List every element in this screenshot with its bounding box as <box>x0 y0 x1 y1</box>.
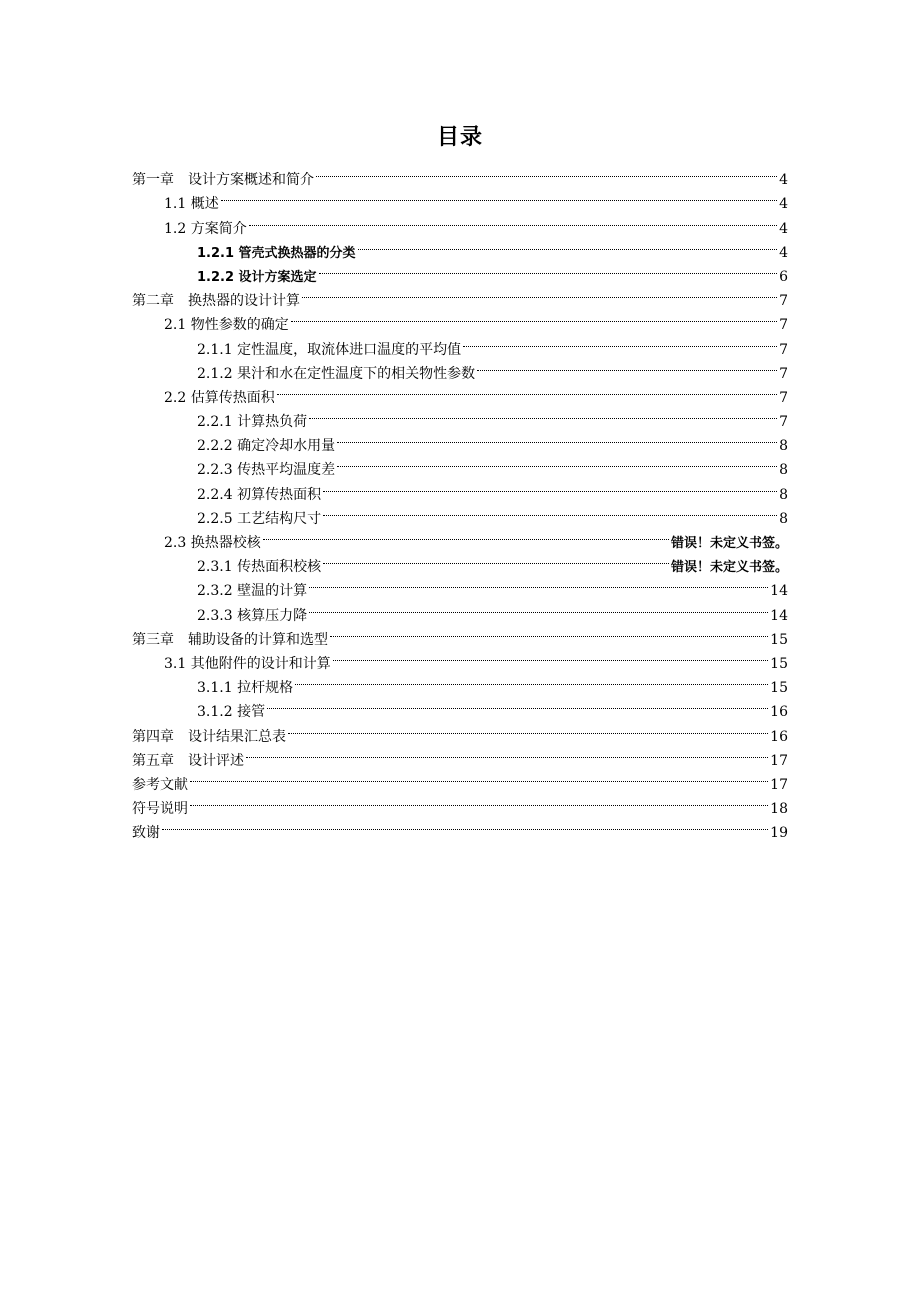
toc-entry-label: 2.2 估算传热面积 <box>164 389 275 406</box>
dot-leader <box>277 378 777 402</box>
toc-entry-label: 1.2.1 管壳式换热器的分类 <box>197 245 356 261</box>
toc-entry-page-number: 7 <box>779 317 788 334</box>
dot-leader <box>316 160 777 184</box>
toc-entry-page-number: 17 <box>770 752 788 769</box>
dot-leader <box>267 692 768 716</box>
table-of-contents <box>132 160 788 842</box>
toc-entry-label: 3.1.2 接管 <box>197 704 266 721</box>
toc-entry-label: 2.2.2 确定冷却水用量 <box>197 438 336 455</box>
toc-entry-page-number: 8 <box>779 462 788 479</box>
toc-entry-label: 3.1.1 拉杆规格 <box>197 680 294 697</box>
toc-entry-page-number: 16 <box>770 704 788 721</box>
dot-leader <box>249 208 777 232</box>
toc-entry-page-number: 4 <box>779 220 788 237</box>
dot-leader <box>337 426 777 450</box>
toc-entry-label: 2.2.1 计算热负荷 <box>197 414 308 431</box>
toc-entry[interactable] <box>132 813 788 842</box>
dot-leader <box>323 499 777 523</box>
toc-entry-page-number: 8 <box>779 486 788 503</box>
toc-entry-label: 第五章 设计评述 <box>132 752 244 769</box>
toc-entry[interactable] <box>132 160 788 189</box>
toc-entry-page-number: 4 <box>779 244 788 261</box>
toc-entry-page-number: 7 <box>779 365 788 382</box>
dot-leader <box>221 184 777 208</box>
dot-leader <box>330 620 768 644</box>
toc-entry-page-number: 7 <box>779 389 788 406</box>
toc-entry-label: 第二章 换热器的设计计算 <box>132 293 300 310</box>
dot-leader <box>309 595 768 619</box>
toc-entry-label: 2.2.3 传热平均温度差 <box>197 462 336 479</box>
toc-entry-label: 1.2.2 设计方案选定 <box>197 269 317 285</box>
toc-entry-page-number: 7 <box>779 341 788 358</box>
toc-entry-page-number: 错误！未定义书签。 <box>670 536 788 551</box>
dot-leader <box>319 257 778 281</box>
toc-entry-page-number: 14 <box>770 607 788 624</box>
toc-entry-label: 参考文献 <box>132 776 188 793</box>
toc-entry-page-number: 17 <box>770 776 788 793</box>
toc-entry[interactable] <box>132 789 788 818</box>
toc-entry-page-number: 15 <box>770 655 788 672</box>
toc-entry-page-number: 6 <box>779 268 788 285</box>
toc-entry-page-number: 8 <box>779 510 788 527</box>
toc-entry-label: 2.3.3 核算压力降 <box>197 607 308 624</box>
dot-leader <box>302 281 777 305</box>
toc-entry-label: 2.1 物性参数的确定 <box>164 317 289 334</box>
dot-leader <box>323 474 777 498</box>
dot-leader <box>337 450 777 474</box>
toc-entry[interactable] <box>132 765 788 793</box>
dot-leader <box>295 668 768 692</box>
toc-entry-label: 第一章 设计方案概述和简介 <box>132 172 314 189</box>
toc-entry-page-number: 4 <box>779 172 788 189</box>
toc-entry-label: 2.3.1 传热面积校核 <box>197 559 322 576</box>
page-title: 目录 <box>436 125 483 150</box>
toc-entry-label: 1.1 概述 <box>164 196 219 213</box>
dot-leader <box>263 523 669 547</box>
toc-entry-label: 2.1.2 果汁和水在定性温度下的相关物性参数 <box>197 365 476 382</box>
toc-entry-page-number: 7 <box>779 293 788 310</box>
dot-leader <box>309 402 777 426</box>
dot-leader <box>333 644 768 668</box>
toc-entry-page-number: 错误！未定义书签。 <box>670 560 788 576</box>
toc-entry-label: 2.1.1 定性温度，取流体进口温度的平均值 <box>197 341 462 358</box>
toc-entry[interactable] <box>132 208 788 237</box>
toc-entry-page-number: 4 <box>779 196 788 213</box>
toc-entry-page-number: 16 <box>770 728 788 745</box>
toc-entry-label: 2.3.2 壁温的计算 <box>197 583 308 600</box>
toc-entry-label: 致谢 <box>132 825 160 842</box>
dot-leader <box>190 789 768 813</box>
toc-entry[interactable] <box>132 184 788 213</box>
toc-entry-label: 第四章 设计结果汇总表 <box>132 728 286 745</box>
dot-leader <box>477 354 777 378</box>
toc-entry-label: 2.2.4 初算传热面积 <box>197 486 322 503</box>
dot-leader <box>323 547 669 571</box>
toc-entry-label: 3.1 其他附件的设计和计算 <box>164 655 331 672</box>
toc-entry-label: 2.2.5 工艺结构尺寸 <box>197 510 322 527</box>
toc-entry-page-number: 19 <box>770 825 788 842</box>
dot-leader <box>291 305 777 329</box>
toc-entry-label: 1.2 方案简介 <box>164 220 247 237</box>
dot-leader <box>288 716 768 740</box>
dot-leader <box>358 233 778 257</box>
dot-leader <box>246 741 768 765</box>
toc-entry-page-number: 15 <box>770 680 788 697</box>
toc-entry-label: 2.3 换热器校核 <box>164 535 261 551</box>
dot-leader <box>190 765 768 789</box>
toc-entry-page-number: 7 <box>779 414 788 431</box>
toc-entry-page-number: 18 <box>770 801 788 818</box>
toc-entry-label: 第三章 辅助设备的计算和选型 <box>132 631 328 648</box>
dot-leader <box>162 813 768 837</box>
toc-entry-label: 符号说明 <box>132 801 188 818</box>
toc-entry-page-number: 14 <box>770 583 788 600</box>
dot-leader <box>309 571 768 595</box>
toc-entry-page-number: 8 <box>779 438 788 455</box>
dot-leader <box>463 329 777 353</box>
toc-entry-page-number: 15 <box>770 631 788 648</box>
